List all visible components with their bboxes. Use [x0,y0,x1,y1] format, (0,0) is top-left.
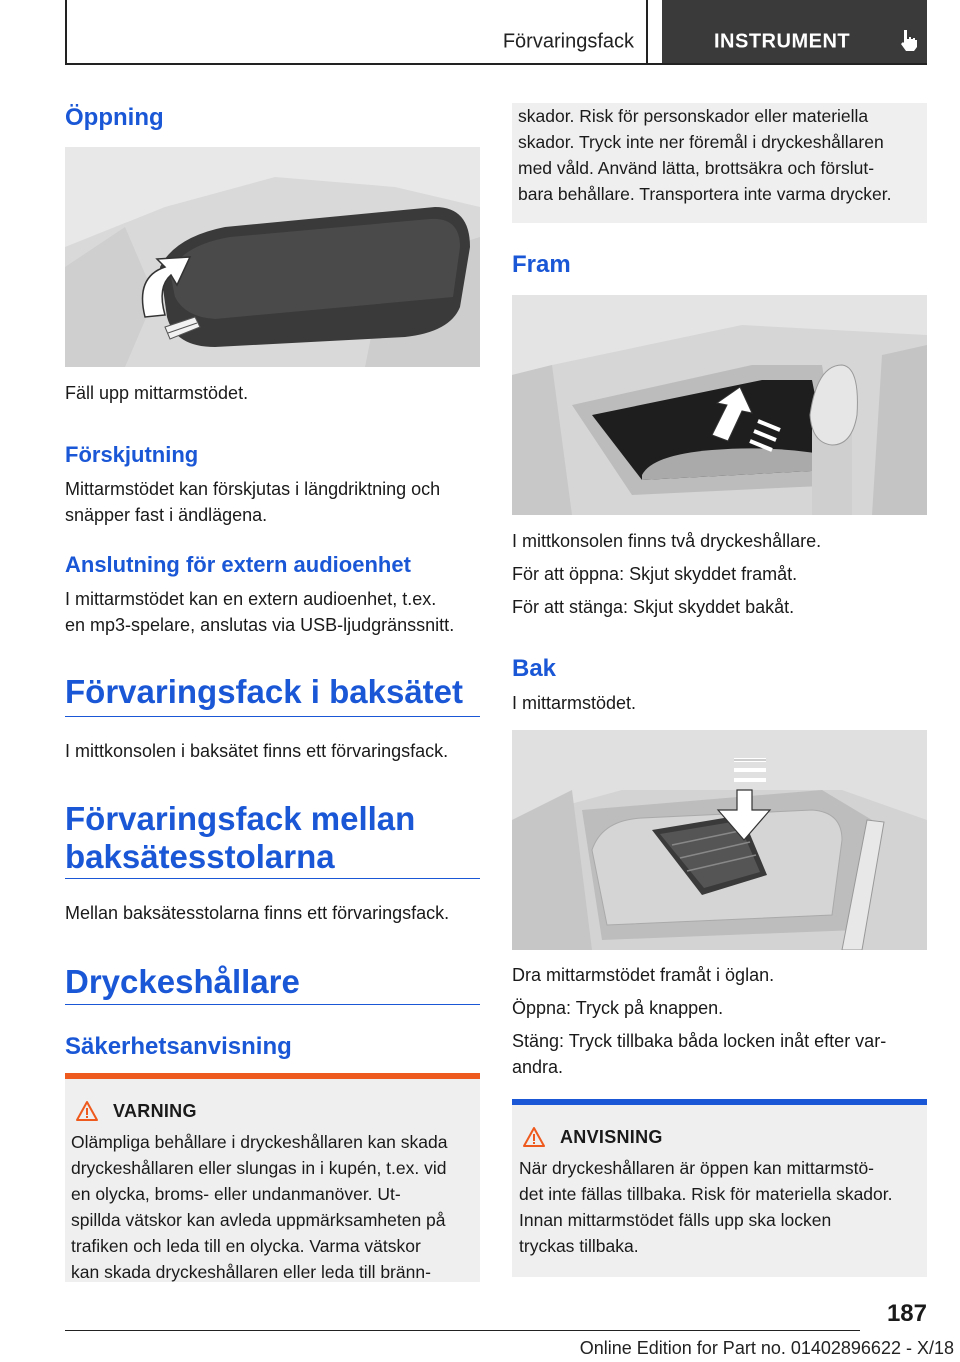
text-line: tryckas tillbaka. [519,1236,639,1256]
warning-box [65,1079,480,1282]
notice-text [519,1155,925,1259]
heading-dryckeshallare: Dryckeshållare [65,963,300,1000]
paragraph-forskjutning [65,476,440,528]
heading-forskjutning: Förskjutning [65,442,199,467]
photo-armrest-opening [65,147,480,367]
text-line: en mp3-spelare, anslutas via USB-ljudgränssnitt. [65,615,455,635]
notice-box [512,1105,927,1277]
text-line: Olämpliga behållare i dryckeshållaren kan skada [71,1132,448,1152]
photo-cupholder-rear [512,730,927,950]
hand-pointer-icon [898,28,920,52]
paragraph-fram [512,528,821,620]
text-line: I mittarmstödet kan en extern audioenhet, t.ex. [65,589,437,609]
heading-bak: Bak [512,655,557,682]
text-line: andra. [512,1057,564,1077]
text-line: Öppna: Tryck på knappen. [512,998,724,1018]
caption-oppning: Fäll upp mittarmstödet. [65,383,249,403]
text-line: snäpper fast i ändlägena. [65,505,268,525]
warning-triangle-icon [75,1100,99,1122]
text-line: en olycka, broms- eller undanmanöver. Ut- [71,1184,401,1204]
text-line: Innan mittarmstödet fälls upp ska locken [519,1210,832,1230]
heading-forvaringsfack-mellan [65,800,415,876]
heading-anslutning: Anslutning för extern audioenhet [65,552,411,577]
warning-text [71,1129,479,1285]
warning-title: VARNING [113,1101,197,1121]
page-number: 187 [886,1300,927,1327]
heading-line: Förvaringsfack mellan [65,800,416,837]
header-section-tab [65,0,648,63]
header-chapter-title: INSTRUMENT [714,30,851,53]
heading-forvaringsfack-baksatet: Förvaringsfack i baksätet [65,673,463,710]
text-line: dryckeshållaren eller slungas in i kupén, t.ex. vid [71,1158,447,1178]
text-line: Stäng: Tryck tillbaka båda locken inåt efter var- [512,1031,887,1051]
heading-oppning: Öppning [65,104,164,131]
text-line: skador. Risk för personskador eller materiella [518,106,869,126]
paragraph-anslutning [65,586,454,638]
paragraph-mellan: Mellan baksätesstolarna finns ett förvaringsfack. [65,903,450,923]
header-rule [65,63,927,65]
text-line: spillda vätskor kan avleda uppmärksamheten på [71,1210,446,1230]
text-line: bara behållare. Transportera inte varma drycker. [518,184,892,204]
heading-sakerhetsanvisning: Säkerhetsanvisning [65,1033,292,1060]
text-line: skador. Tryck inte ner föremål i dryckeshållaren [518,132,884,152]
heading-rule [65,878,480,879]
text-line: För att öppna: Skjut skyddet framåt. [512,564,798,584]
paragraph-bak [512,962,886,1080]
footer-rule [65,1330,860,1331]
text-line: När dryckeshållaren är öppen kan mittarmstö- [519,1158,875,1178]
header-chapter-tab [662,0,927,63]
text-line: kan skada dryckeshållaren eller leda till bränn- [71,1262,431,1282]
text-line: med våld. Använd lätta, brottsäkra och förslut- [518,158,875,178]
notice-title: ANVISNING [560,1127,663,1147]
paragraph-bak-intro: I mittarmstödet. [512,693,637,713]
photo-cupholder-front [512,295,927,515]
heading-rule [65,1004,480,1005]
heading-line: baksätesstolarna [65,838,335,875]
warning-box-continued [512,103,927,223]
footer-edition: Online Edition for Part no. 01402896622 - X/18 [579,1338,954,1358]
text-line: Mittarmstödet kan förskjutas i längdriktning och [65,479,441,499]
text-line: det inte fällas tillbaka. Risk för materiella skador. [519,1184,893,1204]
heading-rule [65,716,480,717]
notice-triangle-icon [522,1126,546,1148]
text-line: trafiken och leda till en olycka. Varma vätskor [71,1236,421,1256]
text-line: Dra mittarmstödet framåt i öglan. [512,965,775,985]
warning-text-continued [518,103,926,207]
text-line: I mittkonsolen finns två dryckeshållare. [512,531,822,551]
paragraph-baksatet: I mittkonsolen i baksätet finns ett förvaringsfack. [65,741,449,761]
heading-fram: Fram [512,251,571,278]
header-section-title: Förvaringsfack [502,30,634,53]
text-line: För att stänga: Skjut skyddet bakåt. [512,597,795,617]
